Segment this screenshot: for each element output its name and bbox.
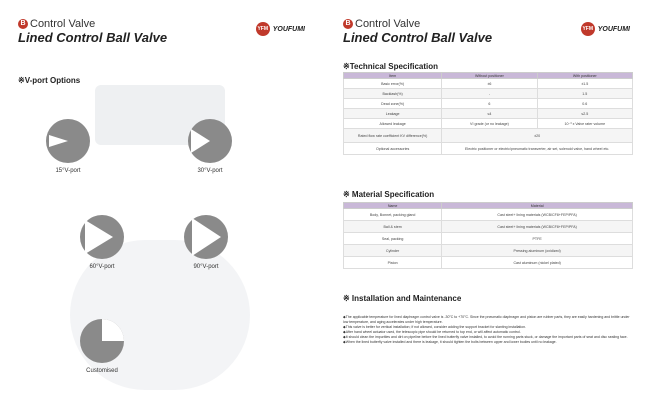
table-cell: Pressing aluminum (oxidized) <box>442 245 633 257</box>
vport-90-icon <box>183 214 229 260</box>
table-cell: Body, Bonnet, packing gland <box>344 209 442 221</box>
table-cell: Leakage <box>344 109 442 119</box>
brand-logo-icon: YFM <box>256 22 270 36</box>
table-cell: Seal, packing <box>344 233 442 245</box>
table-cell: ±20 <box>442 129 633 143</box>
vport-label: 30°V-port <box>197 168 223 174</box>
table-cell: Electric positioner or electric/pneumatic transverter, air set, solenoid valve, hand wheel etc. <box>442 143 633 155</box>
right-page <box>325 0 650 407</box>
table-header: Item <box>344 73 442 79</box>
table-row <box>344 245 633 257</box>
table-header: Without positioner <box>442 73 537 79</box>
vport-item-90 <box>176 214 236 270</box>
vport-item-60 <box>72 214 132 270</box>
install-note: ◆The applicable temperature for lined diaphragm control valve is -30°C to +70°C. Since the pneumatic diaphragm and piston are rubber parts, they are easily hardening and brittle under low temperature, and aging accelerates under high temperature. <box>343 315 630 324</box>
install-notes <box>343 315 633 345</box>
category-header <box>18 18 95 30</box>
table-cell: Backlash(%) <box>344 89 442 99</box>
brand-name: YOUFUMI <box>272 25 305 33</box>
table-row <box>344 129 633 143</box>
table-cell: Ball & stem <box>344 221 442 233</box>
vport-label: Customised <box>86 368 118 374</box>
install-note: ◆This valve is better for vertical installation; if not allowed, consider adding the support bracket for slanting installation. <box>343 325 527 329</box>
install-note: ◆After hand wheel actuator used, the telescopic pipe should be returned to top end, or will affect automatic control. <box>343 330 521 334</box>
table-header: Name <box>344 203 442 209</box>
table-row <box>344 89 633 99</box>
table-cell: ±6 <box>442 79 537 89</box>
table-row <box>344 109 633 119</box>
table-row <box>344 143 633 155</box>
material-spec-table <box>343 202 633 269</box>
table-cell: Rated flow rate coefficient KV difference(%) <box>344 129 442 143</box>
category-label: Control Valve <box>30 18 96 30</box>
table-row <box>344 221 633 233</box>
table-cell: ≤2.5 <box>537 109 632 119</box>
material-spec-heading: ※ Material Specification <box>343 190 435 199</box>
tech-spec-table <box>343 72 633 155</box>
table-row <box>344 119 633 129</box>
table-cell: - <box>442 89 537 99</box>
page-title: Lined Control Ball Valve <box>18 30 168 45</box>
category-badge-icon: B <box>18 19 28 29</box>
category-badge-icon: B <box>343 19 353 29</box>
page-title: Lined Control Ball Valve <box>343 30 493 45</box>
table-cell: 1.5 <box>537 89 632 99</box>
table-cell: ±1.5 <box>537 79 632 89</box>
table-cell: 10⁻³ x Valve rater volume <box>537 119 632 129</box>
brand <box>581 22 630 36</box>
vport-15-icon <box>45 118 91 164</box>
vport-item-15 <box>38 118 98 174</box>
vport-30-icon <box>187 118 233 164</box>
table-cell: 0.6 <box>537 99 632 109</box>
table-cell: 6 <box>442 99 537 109</box>
table-cell: Piston <box>344 257 442 269</box>
table-cell: Optional accessories <box>344 143 442 155</box>
vport-label: 15°V-port <box>55 168 81 174</box>
table-cell: Basic error(%) <box>344 79 442 89</box>
table-cell: PTFE <box>442 233 633 245</box>
table-row <box>344 257 633 269</box>
table-row <box>344 233 633 245</box>
vport-section-heading: ※V-port Options <box>18 76 81 85</box>
table-row <box>344 99 633 109</box>
table-header: With positioner <box>537 73 632 79</box>
brand-name: YOUFUMI <box>597 25 630 33</box>
brand-logo-icon: YFM <box>581 22 595 36</box>
table-cell: Allowed leakage <box>344 119 442 129</box>
brand <box>256 22 305 36</box>
table-cell: ≤4 <box>442 109 537 119</box>
table-row <box>344 209 633 221</box>
vport-label: 90°V-port <box>193 264 219 270</box>
table-cell: VI grade (or no leakage) <box>442 119 537 129</box>
table-cell: Dead zone(%) <box>344 99 442 109</box>
vport-label: 60°V-port <box>89 264 115 270</box>
table-row <box>344 79 633 89</box>
install-note: ◆When the lined butterfly valve installed and there is leakage, it should tighten the bolts between upper and lower bodies until no leakage. <box>343 340 557 344</box>
table-cell: Cast aluminum (nickel plated) <box>442 257 633 269</box>
install-heading: ※ Installation and Maintenance <box>343 294 462 303</box>
table-cell: Cylinder <box>344 245 442 257</box>
table-cell: Cast steel+ lining materials (WCB/CF8+FEP/PFA) <box>442 221 633 233</box>
vport-item-30 <box>180 118 240 174</box>
vport-60-icon <box>79 214 125 260</box>
vport-item-customised <box>72 318 132 374</box>
install-note: ◆It should clean the impurities and dirt on pipeline before the lined butterfly valve installed, to avoid the running parts stuck, or damage the important parts of seat and disc sealing face. <box>343 335 628 339</box>
vport-customised-icon <box>79 318 125 364</box>
category-label: Control Valve <box>355 18 421 30</box>
category-header <box>343 18 420 30</box>
table-cell: Cast steel+ lining materials (WCB/CF8+FEP/PFA) <box>442 209 633 221</box>
table-header: Material <box>442 203 633 209</box>
tech-spec-heading: ※Technical Specification <box>343 62 439 71</box>
